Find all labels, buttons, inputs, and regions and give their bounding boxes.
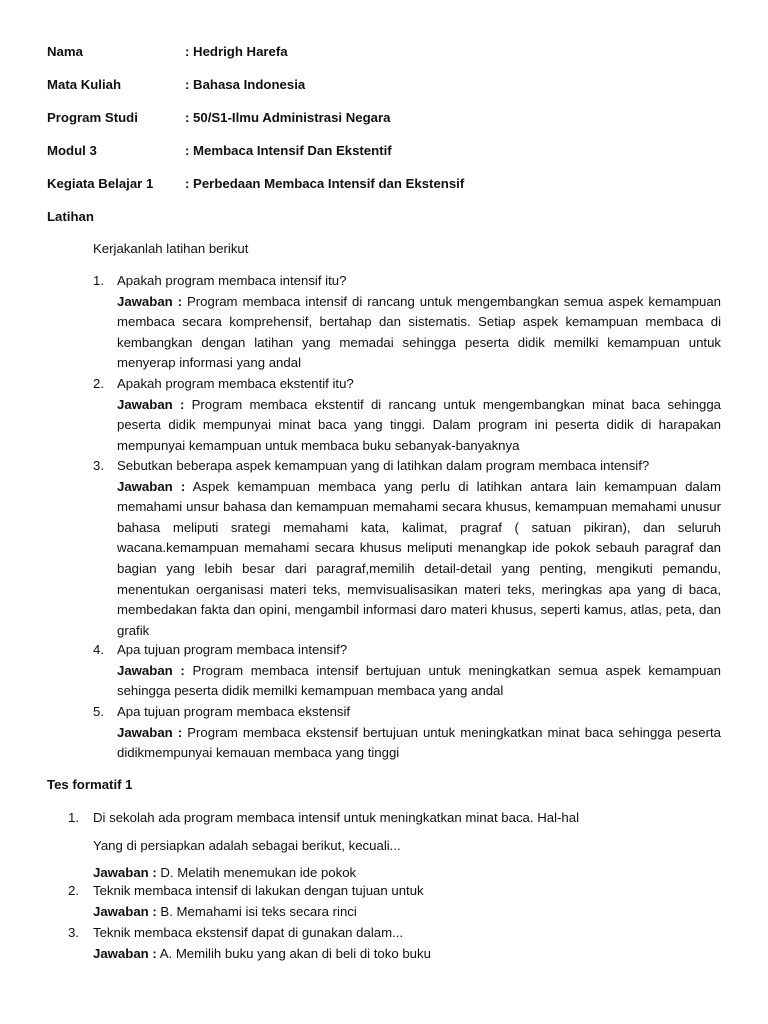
item-number: 1.	[93, 273, 104, 288]
answer-body: A. Memilih buku yang akan di beli di toko buku	[156, 945, 431, 961]
item-number: 3.	[93, 458, 104, 473]
answer-label: Jawaban :	[93, 903, 157, 919]
header-value: : Membaca Intensif Dan Ekstentif	[185, 143, 392, 158]
answer-body: Program membaca ekstentif di rancang untuk mengembangkan minat baca sehingga peserta didik mempunyai minat baca yang tinggi. Dalam program ini peserta didik di harapakan mempunyai kemampuan untuk membaca buku sebanyak-banyaknya	[117, 396, 721, 453]
item-number: 4.	[93, 642, 104, 657]
answer-text	[93, 944, 728, 965]
header-label: Modul 3	[47, 143, 97, 158]
header-value: : Hedrigh Harefa	[185, 44, 288, 59]
item-number: 5.	[93, 704, 104, 719]
question-text: Teknik membaca ekstensif dapat di gunakan dalam...	[93, 925, 404, 940]
question-text: Apakah program membaca intensif itu?	[117, 273, 347, 288]
answer-body: Program membaca intensif bertujuan untuk meningkatkan semua aspek kemampuan sehingga peserta didik memilki kemampuan membaca yang andal	[117, 662, 721, 699]
answer-body: Program membaca ekstensif bertujuan untuk meningkatkan minat baca sehingga peserta didikmempunyai kemauan membaca yang tinggi	[117, 724, 722, 761]
header-label: Nama	[47, 44, 83, 59]
header-value: : Perbedaan Membaca Intensif dan Ekstensif	[185, 176, 465, 191]
tes-item-1	[68, 808, 728, 884]
header-label: Mata Kuliah	[47, 77, 122, 92]
latihan-item-2	[93, 374, 721, 456]
item-number: 2.	[93, 376, 104, 391]
answer-text	[117, 477, 721, 642]
question-text: Apakah program membaca ekstentif itu?	[117, 376, 354, 391]
item-number: 2.	[68, 883, 79, 898]
question-text: Di sekolah ada program membaca intensif untuk meningkatkan minat baca. Hal-hal	[93, 810, 579, 825]
question-text: Apa tujuan program membaca ekstensif	[117, 704, 351, 719]
latihan-item-1	[93, 271, 721, 374]
tes-item-3	[68, 923, 728, 964]
answer-label: Jawaban :	[117, 396, 185, 412]
answer-body: D. Melatih menemukan ide pokok	[156, 865, 357, 881]
answer-label: Jawaban :	[117, 724, 183, 740]
question-text-continued: Yang di persiapkan adalah sebagai berikut, kecuali...	[93, 837, 401, 853]
item-number: 3.	[68, 925, 79, 940]
answer-text	[117, 395, 721, 457]
item-number: 1.	[68, 810, 79, 825]
answer-text	[93, 902, 728, 923]
answer-label: Jawaban :	[93, 945, 157, 961]
answer-body: Program membaca intensif di rancang untuk mengembangkan semua aspek kemampuan membaca secara komprehensif, bertahap dan sistematis. Setiap aspek kemampuan membaca di kembangkan dengan latihan yang memadai sehingga peserta didik memilki kemampuan untuk menyerap informasi yang andal	[117, 293, 721, 371]
tes-formatif-heading: Tes formatif 1	[47, 777, 133, 792]
question-text: Apa tujuan program membaca intensif?	[117, 642, 348, 657]
header-label: Kegiata Belajar 1	[47, 176, 154, 191]
answer-label: Jawaban :	[117, 478, 186, 494]
answer-text	[117, 723, 721, 764]
tes-item-2	[68, 881, 728, 922]
answer-label: Jawaban :	[93, 865, 157, 881]
question-text: Teknik membaca intensif di lakukan dengan tujuan untuk	[93, 883, 424, 898]
question-text: Sebutkan beberapa aspek kemampuan yang di latihkan dalam program membaca intensif?	[117, 458, 650, 473]
header-label: Program Studi	[47, 110, 138, 125]
header-value: : Bahasa Indonesia	[185, 77, 306, 92]
header-value: : 50/S1-Ilmu Administrasi Negara	[185, 110, 391, 125]
latihan-intro: Kerjakanlah latihan berikut	[93, 241, 249, 256]
answer-label: Jawaban :	[117, 662, 185, 678]
answer-body: Aspek kemampuan membaca yang perlu di latihkan antara lain kemampuan dalam memahami unsur bahasa dan kemampuan memahami secara khusus, kemampuan memahami unusur bahasa meliputi srategi memahami kata, kalimat, pragraf ( satuan pikiran), dan seluruh wacana.kemampuan memahami secara khusus meliputi menangkap ide pokok sebauh paragraf dan bagian yang lebih besar dari paragraf,memilih detail-detail yang penting, mengikuti pemandu, menentukan oerganisasi materi teks, memvisualisasikan materi teks, meringkas apa yang di baca, membedakan fakta dan opini, mengambil informasi daro materi khusus, seperti kamus, atlas, peta, dan grafik	[117, 478, 721, 638]
latihan-item-4	[93, 640, 721, 702]
answer-text	[117, 661, 721, 702]
answer-text	[117, 292, 721, 374]
answer-label: Jawaban :	[117, 293, 183, 309]
latihan-heading: Latihan	[47, 209, 94, 224]
latihan-item-3	[93, 456, 721, 641]
latihan-item-5	[93, 702, 721, 764]
answer-body: B. Memahami isi teks secara rinci	[156, 903, 357, 919]
